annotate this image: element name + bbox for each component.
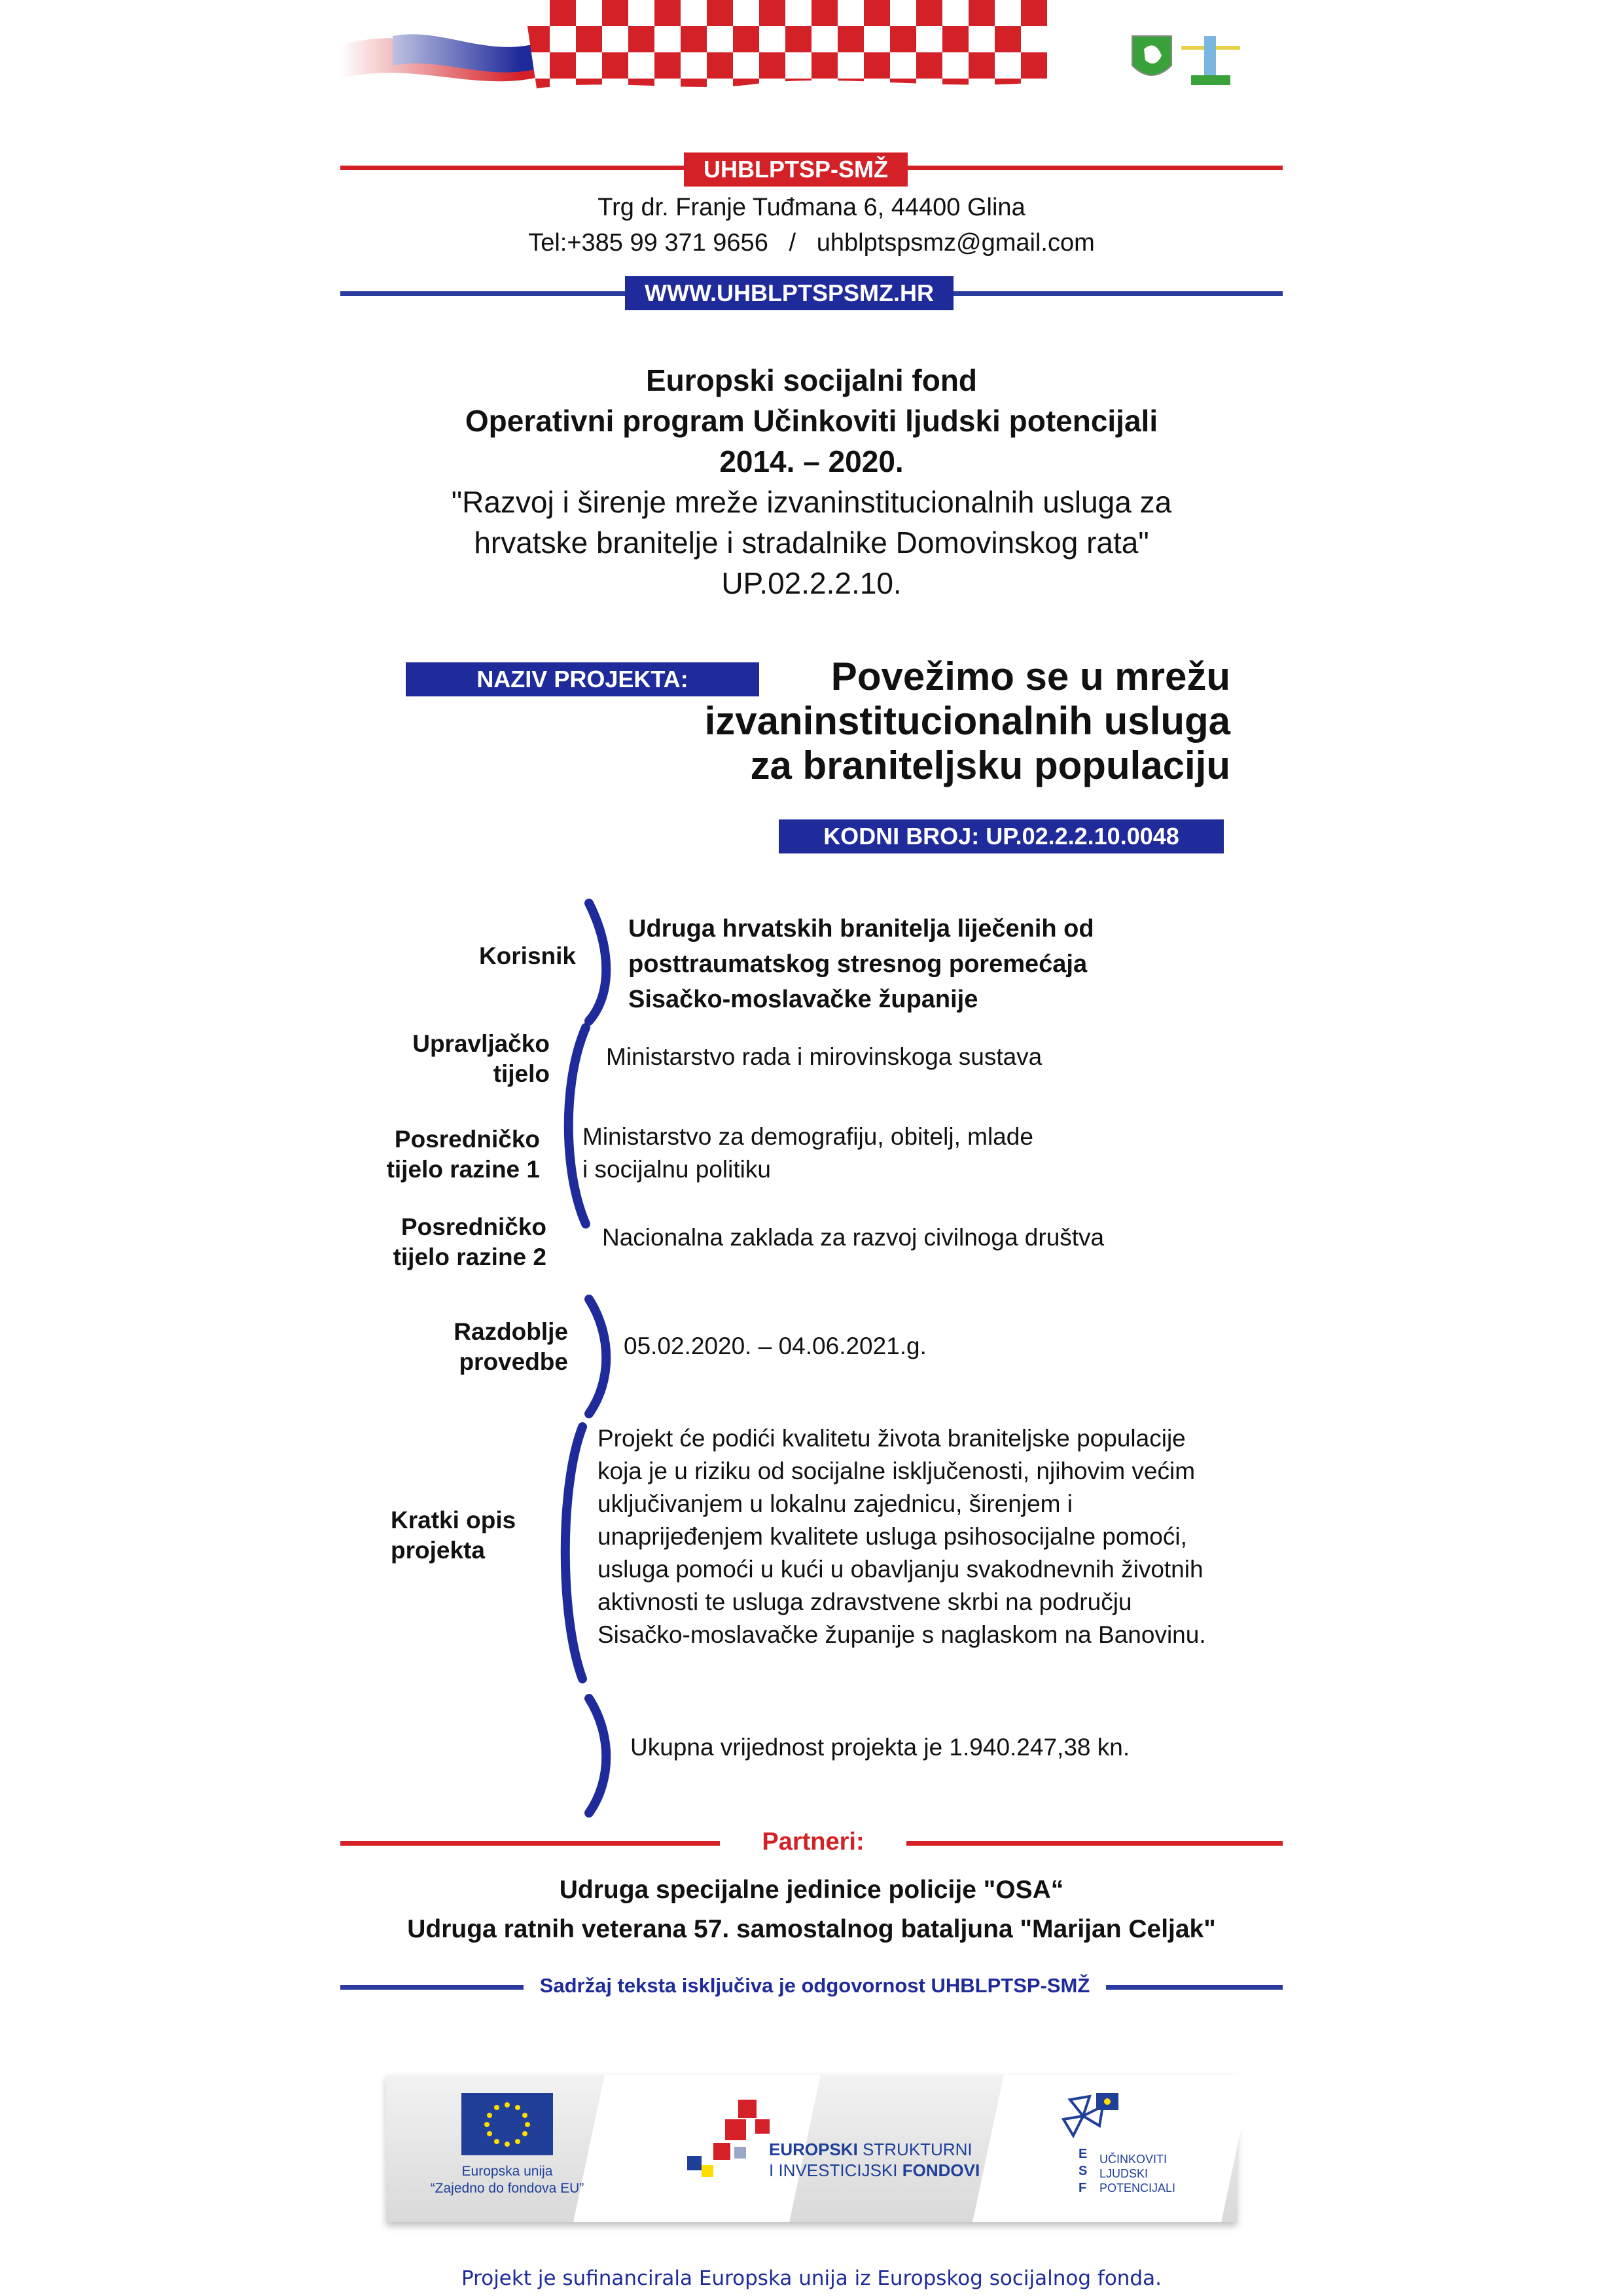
korisnik-label: Korisnik: [478, 942, 576, 969]
intro-block: [340, 360, 1283, 603]
ulp-text: UČINKOVITI LJUDSKI POTENCIJALI: [1099, 2153, 1176, 2195]
project-title: [563, 655, 1230, 788]
upravljacko-value: Ministarstvo rada i mirovinskoga sustava: [606, 1043, 1043, 1070]
disclaimer-rule-right: [1106, 1985, 1283, 1990]
project-title-line-3: za braniteljsku populaciju: [750, 744, 1230, 787]
posrednicko1-label: Posredničko tijelo razine 1: [386, 1126, 540, 1183]
coat-of-arms-icon: [1119, 20, 1250, 92]
project-title-line-2: izvaninstitucionalnih usluga: [704, 699, 1230, 743]
partners-list: [340, 1871, 1283, 1949]
posrednicko2-value: Nacionalna zaklada za razvoj civilnoga društva: [602, 1224, 1105, 1251]
logo-strip: [386, 2075, 1237, 2222]
disclaimer: Sadržaj teksta isključiva je odgovornost UHBLPTSP-SMŽ: [539, 1974, 1090, 1997]
intro-line-1: Europski socijalni fond: [645, 363, 978, 397]
esf-letters: ESF: [1079, 2147, 1088, 2195]
croatian-flag-banner: [340, 0, 1060, 98]
intro-line-6: UP.02.2.2.10.: [721, 566, 902, 600]
esif-squares-icon: [687, 2100, 772, 2185]
org-contact: Tel:+385 99 371 9656 / uhblptspsmz@gmail.com: [528, 229, 1095, 257]
project-name-label: NAZIV PROJEKTA:: [406, 662, 759, 696]
posrednicko1-value: Ministarstvo za demografiju, obitelj, mlade i socijalnu politiku: [582, 1123, 1033, 1183]
korisnik-value: Udruga hrvatskih branitelja liječenih od posttraumatskog stresnog poremećaja Sisačko-moslavačke županije: [628, 915, 1094, 1013]
partner-1: Udruga specijalne jedinice policije "OSA“: [559, 1876, 1064, 1904]
eu-caption: Europska unija “Zajedno do fondova EU”: [430, 2164, 584, 2196]
project-code-badge: KODNI BROJ: UP.02.2.2.10.0048: [779, 819, 1224, 853]
esf-pinwheel-icon: [1057, 2087, 1129, 2145]
opis-text: Projekt će podići kvalitetu života braniteljske populacije koja je u riziku od socijalne isključenosti, njihovim većim uključivanjem u lokalnu zajednicu, širenjem i unaprijeđenjem kvalitete usluga psihosocijalne pomoći, usluga pomoći u kući u obavljanju svakodnevnih životnih aktivnosti te usluga zdravstvene skrbi na području Sisačko-moslavačke županije s naglaskom na Banovinu.: [597, 1425, 1206, 1648]
footer-funding-note: Projekt je sufinancirala Europska unija iz Europskog socijalnog fonda.: [461, 2267, 1162, 2290]
org-address: Trg dr. Franje Tuđmana 6, 44400 Glina: [597, 194, 1026, 221]
razdoblje-value: 05.02.2020. – 04.06.2021.g.: [624, 1333, 927, 1359]
intro-line-4: "Razvoj i širenje mreže izvaninstitucionalnih usluga za: [451, 485, 1172, 519]
partners-rule-left: [340, 1841, 720, 1846]
vrijednost-text: Ukupna vrijednost projekta je 1.940.247,38 kn.: [630, 1734, 1130, 1761]
intro-line-3: 2014. – 2020.: [719, 444, 904, 478]
intro-line-2: Operativni program Učinkoviti ljudski potencijali: [465, 404, 1158, 438]
razdoblje-label: Razdoblje provedbe: [454, 1318, 568, 1375]
partners-heading: Partneri:: [762, 1828, 865, 1856]
eu-flag-icon: [461, 2093, 553, 2155]
posrednicko2-label: Posredničko tijelo razine 2: [393, 1213, 546, 1270]
opis-label: Kratki opis projekta: [391, 1507, 516, 1564]
partners-rule-right: [906, 1841, 1283, 1846]
partner-2: Udruga ratnih veterana 57. samostalnog bataljuna "Marijan Celjak": [407, 1915, 1216, 1943]
esif-text: EUROPSKI STRUKTURNI I INVESTICIJSKI FONDOVI: [769, 2140, 980, 2180]
org-abbr-badge: UHBLPTSP-SMŽ: [684, 152, 908, 187]
project-title-line-1: Povežimo se u mrežu: [830, 655, 1230, 698]
intro-line-5: hrvatske branitelje i stradalnike Domovinskog rata": [474, 526, 1149, 560]
upravljacko-label: Upravljačko tijelo: [412, 1030, 550, 1087]
org-website[interactable]: WWW.UHBLPTSPSMZ.HR: [625, 276, 954, 310]
disclaimer-rule-left: [340, 1985, 524, 1990]
